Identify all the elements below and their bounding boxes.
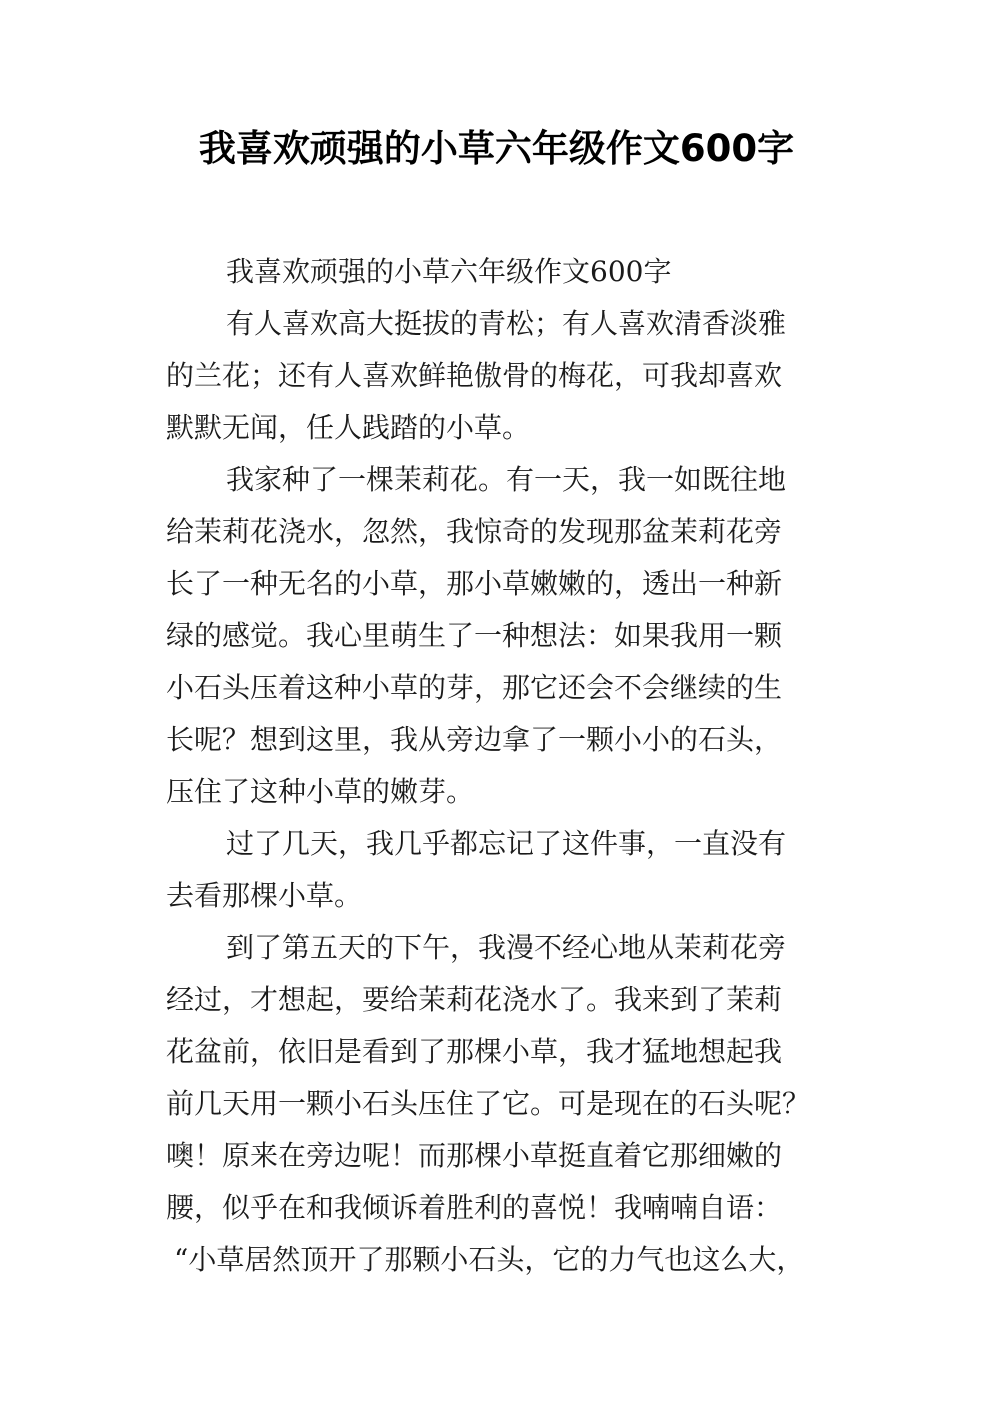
text-line: 小石头压着这种小草的芽，那它还会不会继续的生 bbox=[166, 671, 783, 704]
text-line: 到了第五天的下午，我漫不经心地从茉莉花旁 bbox=[226, 931, 787, 964]
text-line: 长呢？想到这里，我从旁边拿了一颗小小的石头， bbox=[166, 723, 783, 756]
text-line: 我喜欢顽强的小草六年级作文600字 bbox=[226, 255, 672, 288]
text-line: 给茉莉花浇水，忽然，我惊奇的发现那盆茉莉花旁 bbox=[166, 515, 783, 548]
text-line: 压住了这种小草的嫩芽。 bbox=[166, 775, 475, 808]
text-line: 前几天用一颗小石头压住了它。可是现在的石头呢？ bbox=[166, 1087, 811, 1120]
text-line: 经过，才想起，要给茉莉花浇水了。我来到了茉莉 bbox=[166, 983, 783, 1016]
text-line: 绿的感觉。我心里萌生了一种想法：如果我用一颗 bbox=[166, 619, 783, 652]
text-line: 默默无闻，任人践踏的小草。 bbox=[166, 411, 531, 444]
text-line: 去看那棵小草。 bbox=[166, 879, 363, 912]
text-line: 过了几天，我几乎都忘记了这件事，一直没有 bbox=[226, 827, 787, 860]
text-line: 我家种了一棵茉莉花。有一天，我一如既往地 bbox=[226, 463, 787, 496]
text-line: 噢！原来在旁边呢！而那棵小草挺直着它那细嫩的 bbox=[166, 1139, 783, 1172]
document-title: 我喜欢顽强的小草六年级作文600字 bbox=[198, 127, 795, 170]
text-line: 花盆前，依旧是看到了那棵小草，我才猛地想起我 bbox=[166, 1035, 783, 1068]
text-line: 的兰花；还有人喜欢鲜艳傲骨的梅花，可我却喜欢 bbox=[166, 359, 783, 392]
text-line: “小草居然顶开了那颗小石头，它的力气也这么大， bbox=[174, 1243, 805, 1276]
text-line: 腰，似乎在和我倾诉着胜利的喜悦！我喃喃自语： bbox=[166, 1191, 783, 1224]
text-line: 有人喜欢高大挺拔的青松；有人喜欢清香淡雅 bbox=[226, 307, 787, 340]
text-line: 长了一种无名的小草，那小草嫩嫩的，透出一种新 bbox=[166, 567, 783, 600]
document-body bbox=[166, 246, 846, 1286]
